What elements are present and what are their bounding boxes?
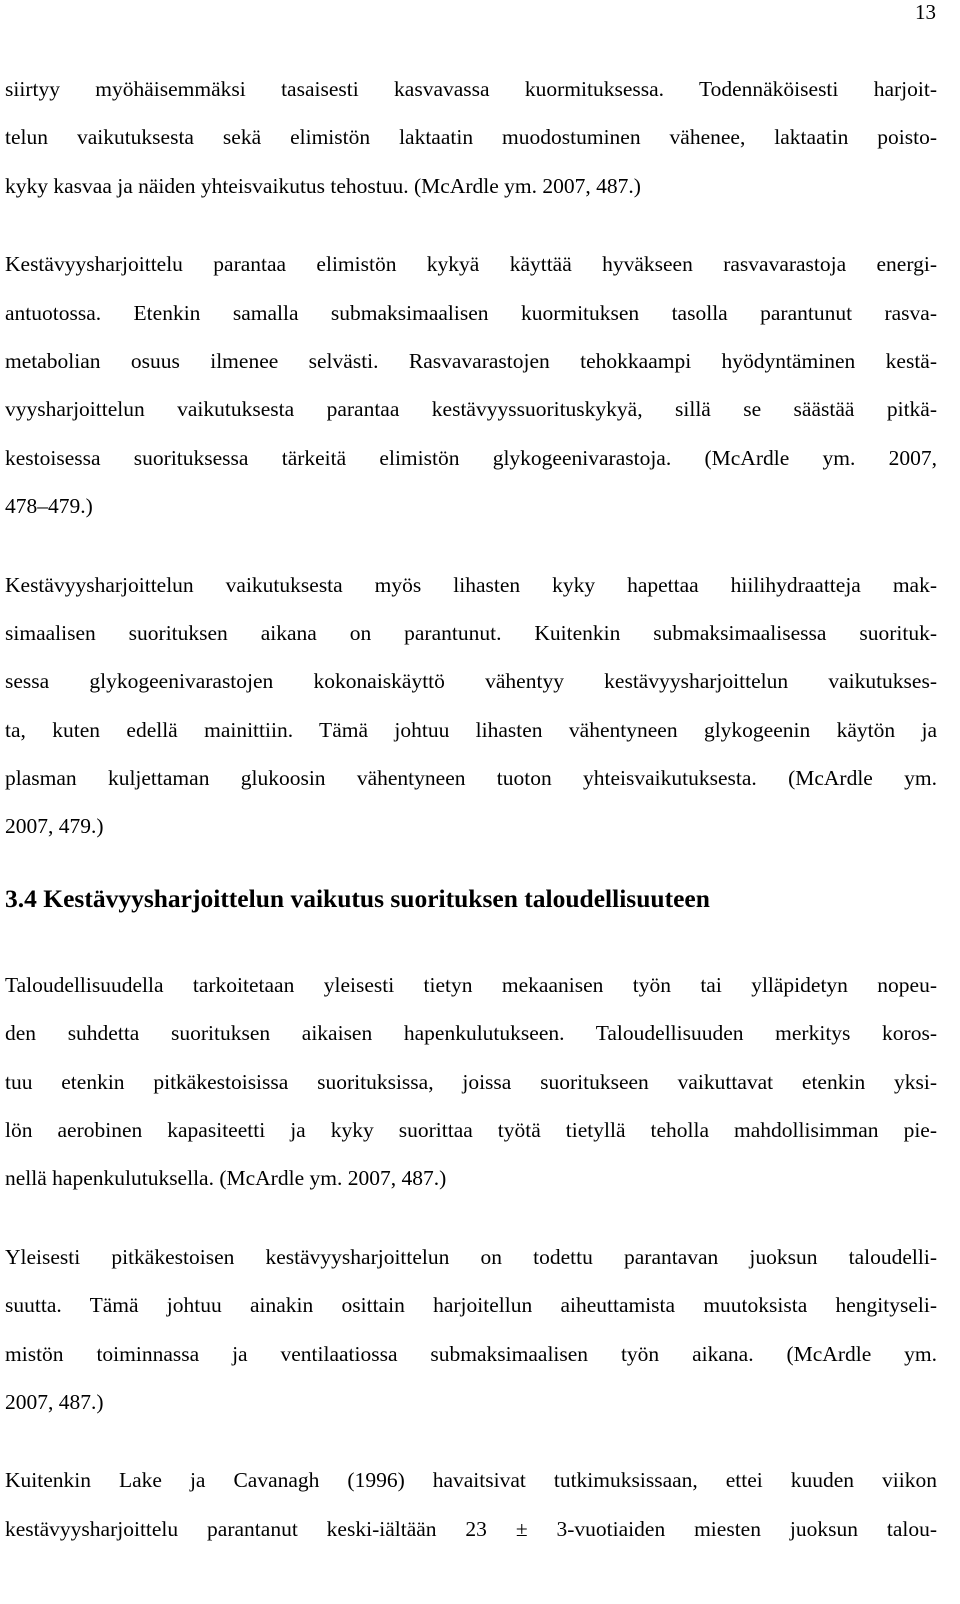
- paragraph-economy-definition: [5, 961, 937, 1203]
- paragraph-lactate: [5, 65, 937, 210]
- text-line: den suhdetta suorituksen aikaisen hapenkulutukseen. Taloudellisuuden merkitys koros-: [5, 1021, 937, 1046]
- text-line: suutta. Tämä johtuu ainakin osittain harjoitellun aiheuttamista muutoksista hengityseli-: [5, 1293, 937, 1318]
- text-line: antuotossa. Etenkin samalla submaksimaalisen kuormituksen tasolla parantunut rasva-: [5, 300, 937, 325]
- text-line: sessa glykogeenivarastojen kokonaiskäyttö vähentyy kestävyysharjoittelun vaikutukses-: [5, 669, 937, 694]
- text-line: kestoisessa suorituksessa tärkeitä elimistön glykogeenivarastoja. (McArdle ym. 2007,: [5, 445, 937, 470]
- text-line: kestävyysharjoittelu parantanut keski-iältään 23 ± 3-vuotiaiden miesten juoksun talou-: [5, 1516, 937, 1541]
- text-line: plasman kuljettaman glukoosin vähentyneen tuoton yhteisvaikutuksesta. (McArdle ym.: [5, 766, 937, 791]
- paragraph-lake-cavanagh: [5, 1456, 937, 1553]
- paragraph-running-economy: [5, 1233, 937, 1427]
- text-line: Yleisesti pitkäkestoisen kestävyysharjoittelun on todettu parantavan juoksun taloudelli-: [5, 1244, 937, 1269]
- page-number: 13: [915, 0, 936, 24]
- text-line: vyysharjoittelun vaikutuksesta parantaa kestävyyssuorituskykyä, sillä se säästää pitkä-: [5, 397, 937, 422]
- text-line: 2007, 487.): [5, 1389, 104, 1414]
- paragraph-carbohydrate-oxidation: [5, 561, 937, 851]
- text-line: 478–479.): [5, 494, 93, 519]
- section-heading: 3.4 Kestävyysharjoittelun vaikutus suorituksen taloudellisuuteen: [5, 883, 710, 913]
- text-line: Kuitenkin Lake ja Cavanagh (1996) havaitsivat tutkimuksissaan, ettei kuuden viikon: [5, 1468, 937, 1493]
- text-line: telun vaikutuksesta sekä elimistön laktaatin muodostuminen vähenee, laktaatin poisto-: [5, 125, 937, 150]
- text-line: ta, kuten edellä mainittiin. Tämä johtuu lihasten vähentyneen glykogeenin käytön ja: [5, 717, 937, 742]
- text-line: nellä hapenkulutuksella. (McArdle ym. 2007, 487.): [5, 1166, 447, 1191]
- text-line: Kestävyysharjoittelu parantaa elimistön kykyä käyttää hyväkseen rasvavarastoja energi-: [5, 252, 937, 277]
- text-line: siirtyy myöhäisemmäksi tasaisesti kasvavassa kuormituksessa. Todennäköisesti harjoit-: [5, 77, 937, 101]
- text-line: Kestävyysharjoittelun vaikutuksesta myös lihasten kyky hapettaa hiilihydraatteja mak-: [5, 572, 937, 597]
- text-line: metabolian osuus ilmenee selvästi. Rasvavarastojen tehokkaampi hyödyntäminen kestä-: [5, 348, 937, 373]
- text-line: lön aerobinen kapasiteetti ja kyky suorittaa työtä tietyllä teholla mahdollisimman pie-: [5, 1118, 937, 1143]
- text-line: Taloudellisuudella tarkoitetaan yleisesti tietyn mekaanisen työn tai ylläpidetyn nopeu-: [5, 972, 937, 997]
- text-line: tuu etenkin pitkäkestoisissa suorituksissa, joissa suoritukseen vaikuttavat etenkin yksi-: [5, 1069, 937, 1094]
- text-line: simaalisen suorituksen aikana on parantunut. Kuitenkin submaksimaalisessa suorituk-: [5, 620, 937, 645]
- text-line: kyky kasvaa ja näiden yhteisvaikutus tehostuu. (McArdle ym. 2007, 487.): [5, 173, 641, 198]
- text-line: 2007, 479.): [5, 814, 104, 839]
- paragraph-fat-metabolism: [5, 240, 937, 530]
- text-line: mistön toiminnassa ja ventilaatiossa submaksimaalisen työn aikana. (McArdle ym.: [5, 1341, 937, 1366]
- document-body: [5, 65, 937, 1553]
